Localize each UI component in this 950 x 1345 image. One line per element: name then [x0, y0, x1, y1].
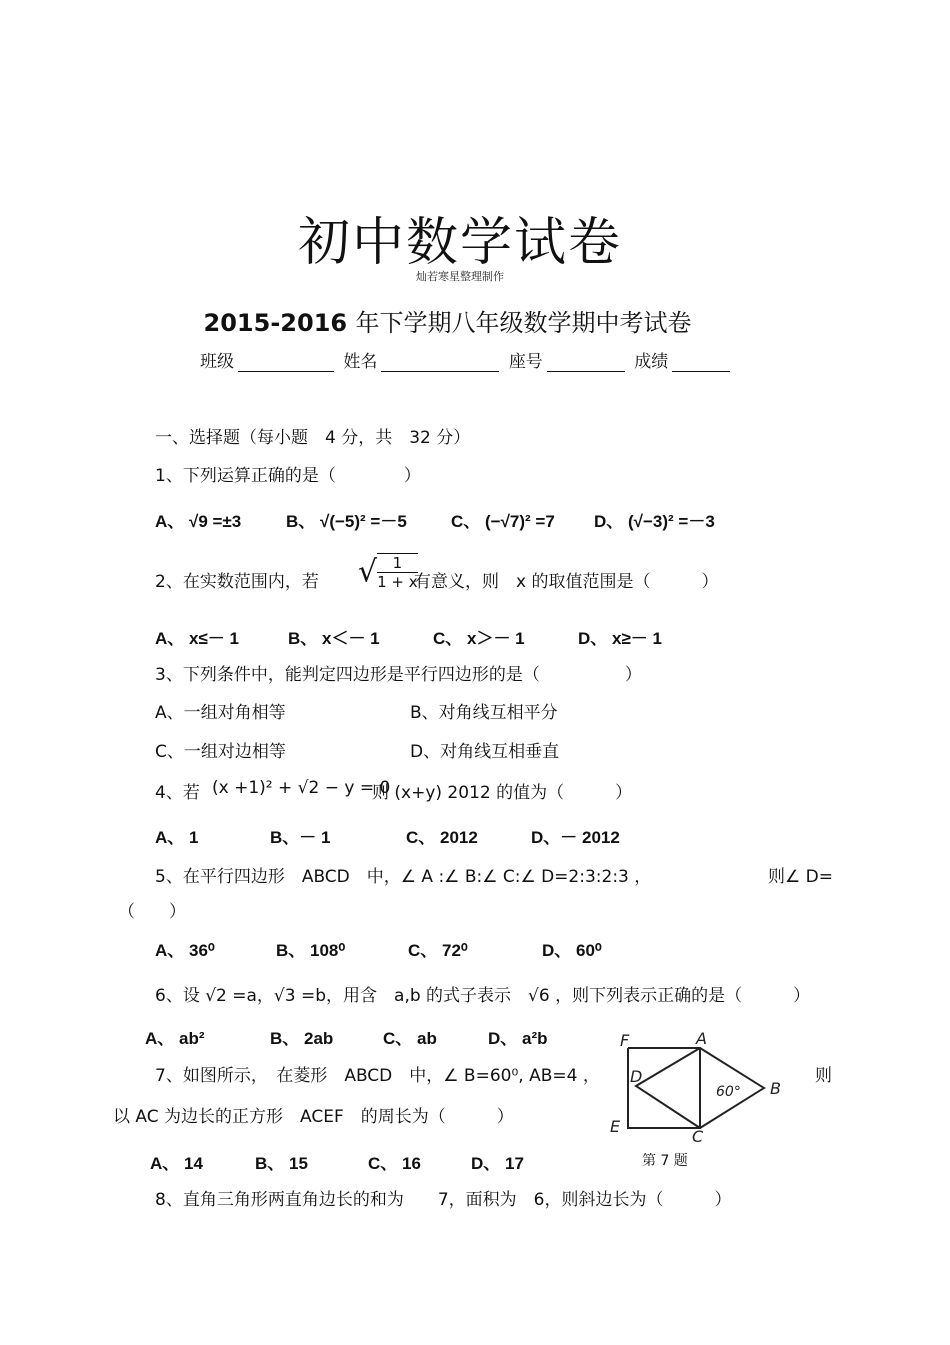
field-name-label: 姓名: [343, 352, 378, 372]
field-seat-label: 座号: [508, 352, 543, 372]
q3-option-c: C、一组对边相等: [155, 742, 286, 762]
section-heading: 一、选择题（每小题 4 分，共 32 分）: [155, 428, 471, 448]
q5-option-c: C、 72⁰: [408, 941, 468, 960]
label-b: B: [770, 1079, 781, 1098]
q6-option-d: D、 a²b: [488, 1029, 548, 1048]
q2-frac-denominator: 1 + x: [377, 573, 418, 591]
q2-stem-start: 2、在实数范围内，若: [155, 572, 319, 592]
q1-option-b: B、 √(−5)² =－5: [286, 512, 407, 531]
q2-radical: √ $\frac{1}{1 + x}$: [358, 554, 418, 591]
q1-option-d: D、 (√−3)² =－3: [594, 512, 715, 531]
q3-option-b: B、对角线互相平分: [410, 703, 558, 723]
q2-frac-numerator: 1: [377, 554, 418, 573]
q4-option-c: C、 2012: [406, 828, 478, 847]
q5-stem: 5、在平行四边形 ABCD 中，∠ A :∠ B:∠ C:∠ D=2:3:2:3 ，: [155, 867, 652, 887]
q4-option-a: A、 1: [155, 828, 199, 847]
q7-stem-right: 则: [815, 1066, 832, 1086]
q3-stem: 3、下列条件中，能判定四边形是平行四边形的是（ ）: [155, 665, 642, 685]
exam-year: 2015-2016: [203, 309, 348, 337]
q8-stem: 8、直角三角形两直角边长的和为 7，面积为 6，则斜边长为（ ）: [155, 1190, 732, 1210]
q6-option-c: C、 ab: [383, 1029, 437, 1048]
q7-figure-caption: 第 7 题: [642, 1153, 688, 1169]
q4-option-b: B、－ 1: [270, 828, 331, 847]
q2-option-a: A、 x≤－ 1: [155, 629, 239, 648]
rhombus-left-sides: [636, 1048, 700, 1128]
q6-option-b: B、 2ab: [270, 1029, 334, 1048]
field-name-blank[interactable]: [381, 353, 499, 372]
label-e: E: [610, 1117, 621, 1136]
field-class-blank[interactable]: [238, 353, 334, 372]
q2-option-c: C、 x＞－ 1: [433, 629, 525, 648]
label-d: D: [630, 1067, 643, 1086]
q2-option-b: B、 x＜－ 1: [288, 629, 380, 648]
label-angle: 60°: [716, 1084, 741, 1100]
exam-title: [0, 303, 895, 338]
q7-figure: [604, 1030, 794, 1142]
q4-expression: (x +1)² + √2 − y = 0: [212, 778, 391, 798]
student-info-fields: [200, 347, 734, 372]
q7-option-c: C、 16: [368, 1154, 421, 1173]
q4-option-d: D、－ 2012: [531, 828, 620, 847]
q3-option-d: D、对角线互相垂直: [410, 742, 560, 762]
label-a: A: [696, 1030, 707, 1048]
q7-stem: 7、如图所示， 在菱形 ABCD 中，∠ B=60⁰, AB=4 ，: [155, 1066, 600, 1086]
q5-option-a: A、 36⁰: [155, 941, 215, 960]
q1-stem: 1、下列运算正确的是（ ）: [155, 466, 421, 486]
field-score-label: 成绩: [634, 352, 669, 372]
field-class-label: 班级: [200, 352, 234, 372]
label-f: F: [620, 1031, 630, 1050]
page-subtitle: 灿若寒星整理制作: [416, 270, 504, 283]
page-title: 初中数学试卷: [297, 213, 622, 273]
q1-option-c: C、 (−√7)² =7: [451, 512, 555, 531]
q6-stem: 6、设 √2 =a，√3 =b，用含 a,b 的式子表示 √6 ，则下列表示正确的是（ ）: [155, 986, 811, 1006]
q4-stem-start: 4、若: [155, 783, 200, 803]
q3-option-a: A、一组对角相等: [155, 703, 286, 723]
q2-option-d: D、 x≥－ 1: [578, 629, 662, 648]
q7-stem-line2: 以 AC 为边长的正方形 ACEF 的周长为（ ）: [113, 1107, 514, 1127]
q5-option-d: D、 60⁰: [542, 941, 602, 960]
q6-option-a: A、 ab²: [145, 1029, 205, 1048]
q5-option-b: B、 108⁰: [276, 941, 346, 960]
label-c: C: [692, 1127, 704, 1142]
field-seat-blank[interactable]: [547, 353, 625, 372]
q5-answer-paren: （ ）: [118, 902, 186, 922]
q1-option-a: A、 √9 =±3: [155, 512, 242, 531]
q5-stem-right: 则∠ D=: [768, 867, 833, 887]
q7-option-a: A、 14: [150, 1154, 203, 1173]
q7-option-d: D、 17: [471, 1154, 524, 1173]
exam-name: 年下学期八年级数学期中考试卷: [355, 309, 692, 337]
q4-stem-end: 则 (x+y) 2012 的值为（ ）: [372, 783, 633, 803]
q7-option-b: B、 15: [255, 1154, 308, 1173]
q2-stem-end: 有意义，则 x 的取值范围是（ ）: [414, 572, 719, 592]
field-score-blank[interactable]: [672, 353, 730, 372]
